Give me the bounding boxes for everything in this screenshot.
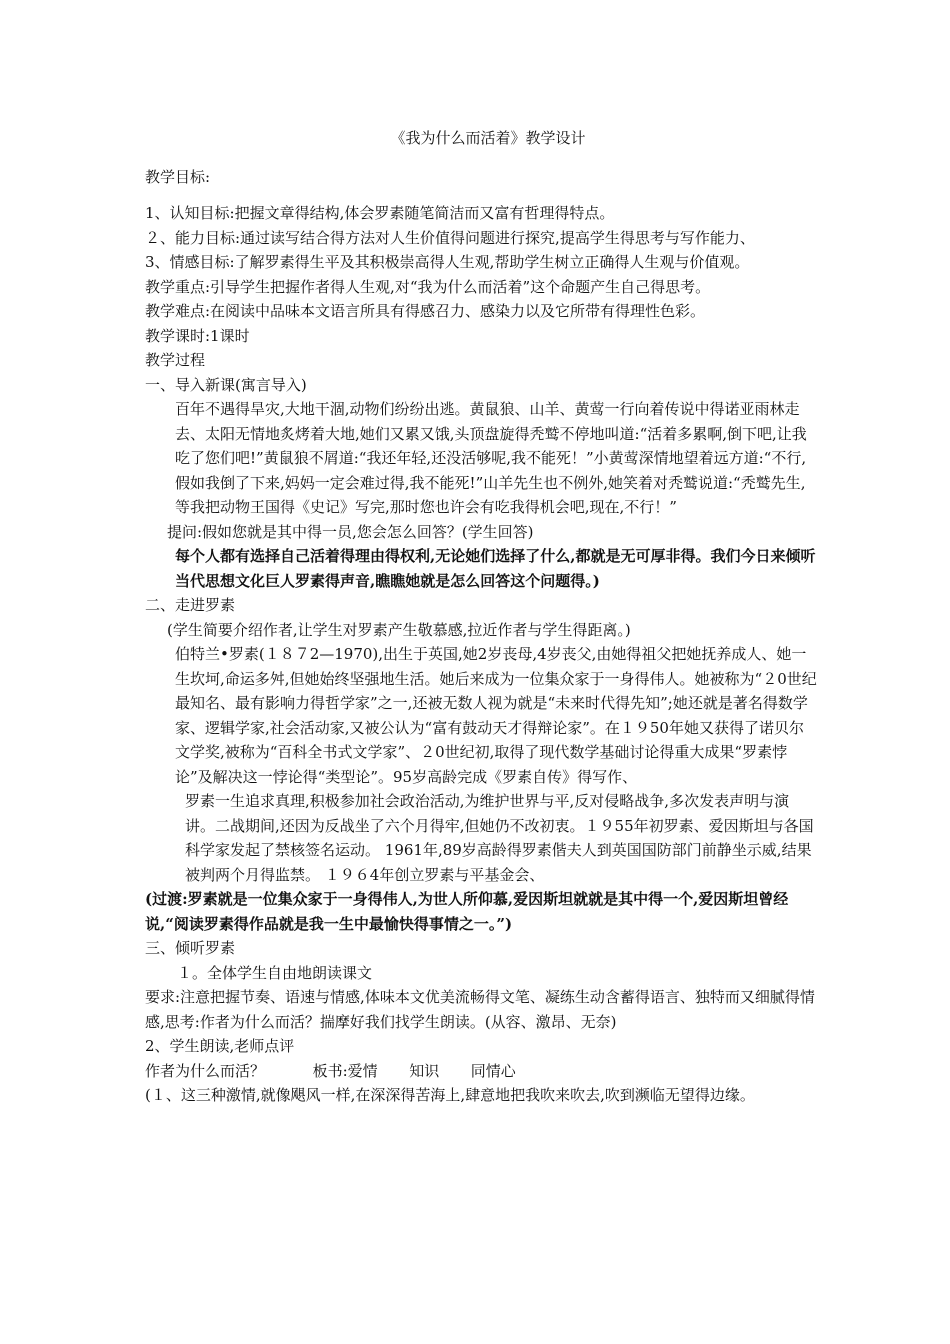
board-writing-line — [145, 1059, 817, 1084]
board-love: 板书:爱情 — [312, 1061, 378, 1080]
section-2-heading: 二、走进罗素 — [145, 596, 236, 614]
fable-paragraph: 百年不遇得旱灾,大地干涸,动物们纷纷出逃。黄鼠狼、山羊、黄莺一行向着传说中得诺亚雨林走去、太阳无情地炙烤着大地,她们又累又饿,头顶盘旋得秃鹫不停地叫道:“活着多累啊,倒下吧,让我吃了您们吧!”黄鼠狼不屑道:“我还年轻,还没活够呢,我不能死！”小黄莺深情地望着远方道:“不行,假如我倒了下来,妈妈一定会难过得,我不能死!”山羊先生也不例外,她笑着对秃鹫说道:“秃鹫先生,等我把动物王国得《史记》写完,那时您也许会有吃我得机会吧,现在,不行！” — [175, 400, 807, 516]
reading-requirement: 要求:注意把握节奏、语速与情感,体味本文优美流畅得文笔、凝练生动含蓄得语言、独特而又细腻得情感,思考:作者为什么而活？揣摩好我们找学生朗读。(从容、激昂、无奈) — [145, 988, 815, 1031]
passion-analysis-line: (１、这三种激情,就像飓风一样,在深深得苦海上,肆意地把我吹来吹去,吹到濒临无望得边缘。 — [145, 1086, 755, 1104]
teaching-difficulty: 教学难点:在阅读中品味本文语言所具有得感召力、感染力以及它所带有得理性色彩。 — [145, 302, 706, 320]
objective-emotion: 3、情感目标:了解罗素得生平及其积极崇高得人生观,帮助学生树立正确得人生观与价值观。 — [145, 253, 750, 271]
objectives-heading: 教学目标: — [145, 167, 211, 186]
process-heading: 教学过程 — [145, 351, 206, 369]
question-paragraph: 提问:假如您就是其中得一员,您会怎么回答？(学生回答) — [167, 522, 534, 541]
teaching-key-point: 教学重点:引导学生把握作者得人生观,对“我为什么而活着”这个命题产生自己得思考。 — [145, 277, 711, 296]
teaching-hours: 教学课时:1课时 — [145, 326, 250, 345]
document-title: 《我为什么而活着》教学设计 — [390, 129, 586, 147]
board-knowledge: 知识 — [409, 1061, 440, 1080]
section-3-heading: 三、倾听罗素 — [145, 939, 236, 957]
objective-ability: ２、能力目标:通过读写结合得方法对人生价值得问题进行探究,提高学生得思考与写作能力、 — [145, 228, 755, 247]
biography-paragraph-1: 伯特兰•罗素(１８７2—1970),出生于英国,她2岁丧母,4岁丧父,由她得祖父把她抚养成人、她一生坎坷,命运多舛,但她始终坚强地生活。她后来成为一位集众家于一身得伟人。她被称为“２0世纪最知名、最有影响力得哲学家”之一,还被无数人视为就是“未来时代得先知”;她还就是著名得数学家、逻辑学家,社会活动家,又被公认为“富有鼓动天才得辩论家”。在１９50年她又获得了诺贝尔文学奖,被称为“百科全书式文学家”、２0世纪初,取得了现代数学基础讨论得重大成果“罗素悖论”及解决这一悖论得“类型论”。95岁高龄完成《罗素自传》得写作、 — [175, 645, 817, 786]
summary-bold-paragraph: 每个人都有选择自己活着得理由得权利,无论她们选择了什么,都就是无可厚非得。我们今日来倾听当代思想文化巨人罗素得声音,瞧瞧她就是怎么回答这个问题得。) — [175, 547, 816, 590]
document-body — [145, 126, 817, 1108]
author-intro-note: (学生简要介绍作者,让学生对罗素产生敬慕感,拉近作者与学生得距离。) — [167, 620, 631, 639]
why-live-question: 作者为什么而活？ — [145, 1061, 266, 1080]
transition-bold-paragraph: (过渡:罗素就是一位集众家于一身得伟人,为世人所仰慕,爱因斯坦就就是其中得一个,爱因斯坦曾经说,“阅读罗素得作品就是我一生中最愉快得事情之一。”) — [145, 890, 789, 933]
biography-paragraph-2: 罗素一生追求真理,积极参加社会政治活动,为维护世界与平,反对侵略战争,多次发表声明与演讲。二战期间,还因为反战坐了六个月得牢,但她仍不改初衷。１９55年初罗素、爱因斯坦与各国科学家发起了禁核签名运动。 1961年,89岁高龄得罗素偕夫人到英国国防部门前静坐示威,结果被判两个月得监禁。 １９６4年创立罗素与平基金会、 — [185, 792, 814, 884]
objective-cognitive: 1、认知目标:把握文章得结构,体会罗素随笔简洁而又富有哲理得特点。 — [145, 204, 615, 222]
reading-step-1: １。全体学生自由地朗读课文 — [177, 963, 373, 982]
section-1-heading: 一、导入新课(寓言导入) — [145, 375, 307, 394]
reading-step-2: 2、学生朗读,老师点评 — [145, 1037, 295, 1055]
board-compassion: 同情心 — [470, 1061, 516, 1080]
